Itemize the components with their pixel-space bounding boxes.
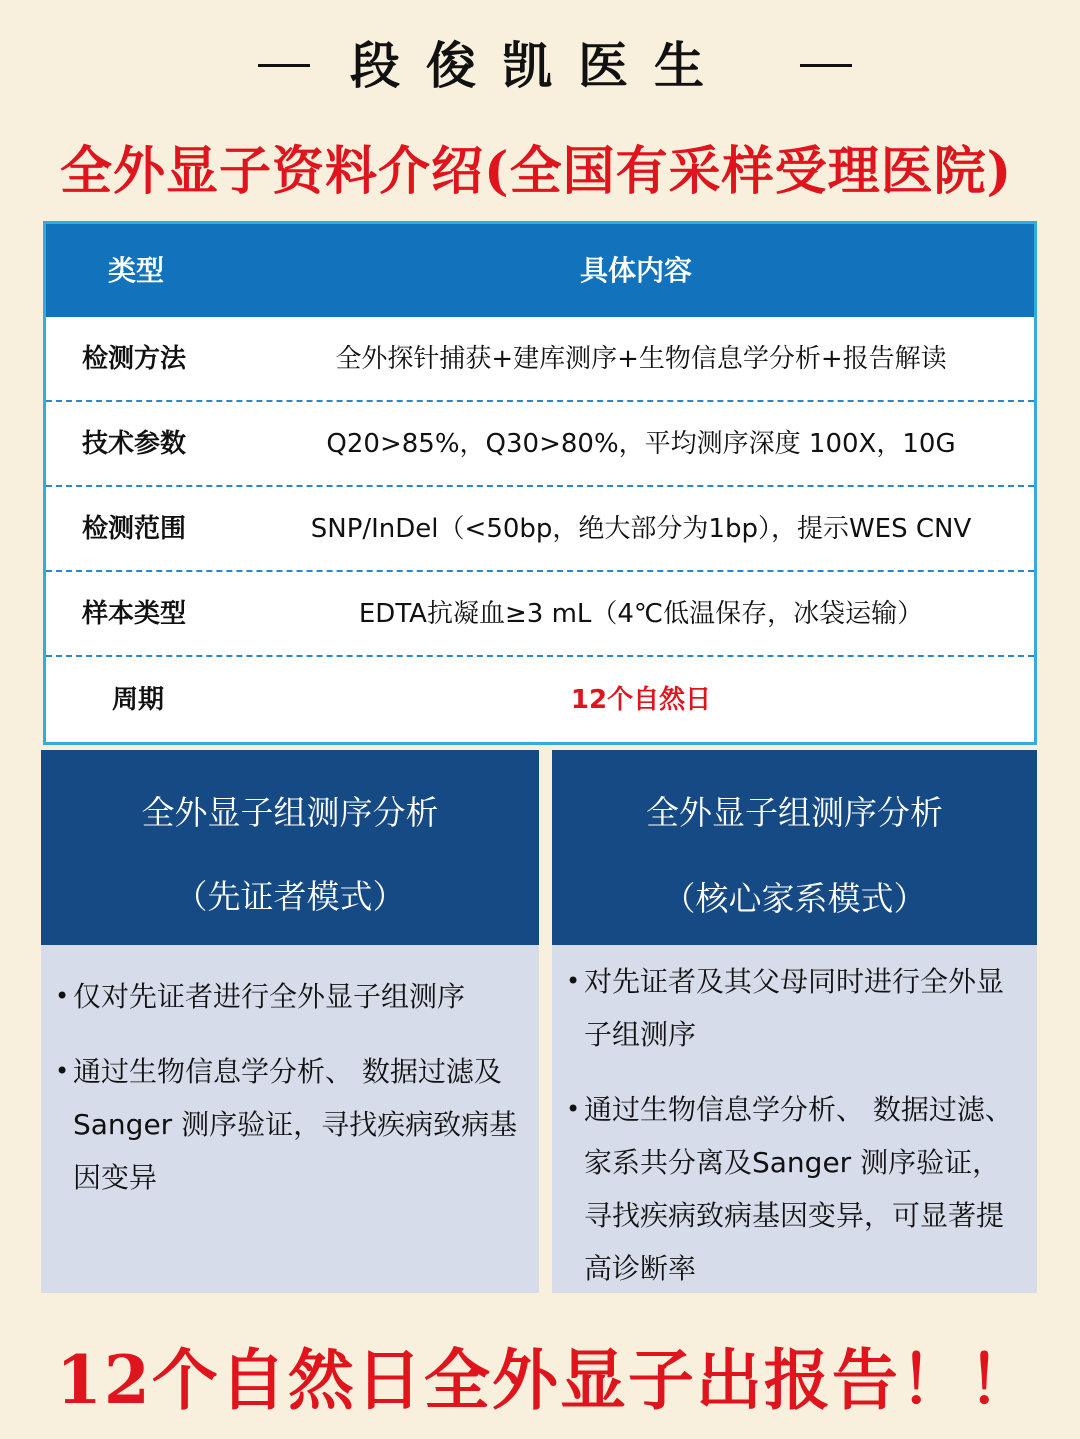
bullet-list (55, 970, 529, 1226)
turnaround-value: 12个自然日 (570, 685, 712, 715)
card-header (552, 750, 1037, 945)
row-label: 技术参数 (82, 429, 187, 459)
card-title: 全外显子组测序分析 (141, 793, 439, 832)
header-type: 类型 (108, 254, 165, 287)
row-value: SNP/InDel（<50bp，绝大部分为1bp），提示WES CNV (310, 514, 972, 544)
table-row (46, 317, 1034, 402)
bullet-list (566, 955, 1027, 1317)
right-dash-divider (800, 64, 852, 67)
trio-mode-card (552, 750, 1037, 1293)
header-content: 具体内容 (579, 254, 692, 287)
table-row (46, 487, 1034, 572)
card-title: 全外显子组测序分析 (646, 793, 943, 832)
row-value: 全外探针捕获+建库测序+生物信息学分析+报告解读 (335, 344, 947, 374)
left-dash-divider (258, 64, 310, 67)
info-table (43, 221, 1037, 745)
row-label: 检测方法 (82, 344, 187, 374)
row-value: EDTA抗凝血≥3 mL（4℃低温保存，冰袋运输） (358, 599, 924, 629)
page-title: 全外显子资料介绍(全国有采样受理医院) (60, 141, 1013, 202)
table-row (46, 657, 1034, 744)
list-item: • 对先证者及其父母同时进行全外显子组测序 (566, 955, 1027, 1061)
proband-mode-card (41, 750, 539, 1293)
card-header (41, 750, 539, 945)
row-label: 周期 (112, 685, 165, 715)
card-subtitle: （核心家系模式） (662, 879, 927, 918)
list-item: • 通过生物信息学分析、 数据过滤及 Sanger 测序验证，寻找疾病致病基因变异 (55, 1045, 529, 1204)
list-item: • 仅对先证者进行全外显子组测序 (55, 970, 529, 1023)
footer-slogan: 12个自然日全外显子出报告！！ (56, 1341, 1036, 1419)
header (0, 26, 1080, 106)
table-header (46, 224, 1034, 317)
author-name: 段俊凯医生 (350, 36, 730, 95)
table-row (46, 402, 1034, 487)
row-value: Q20>85%，Q30>80%，平均测序深度 100X，10G (326, 429, 956, 459)
row-label: 样本类型 (82, 599, 187, 629)
card-subtitle: （先证者模式） (174, 877, 406, 916)
list-item: • 通过生物信息学分析、 数据过滤、家系共分离及Sanger 测序验证，寻找疾病致病基因变异，可显著提高诊断率 (566, 1083, 1027, 1295)
row-label: 检测范围 (82, 514, 187, 544)
table-row (46, 572, 1034, 657)
